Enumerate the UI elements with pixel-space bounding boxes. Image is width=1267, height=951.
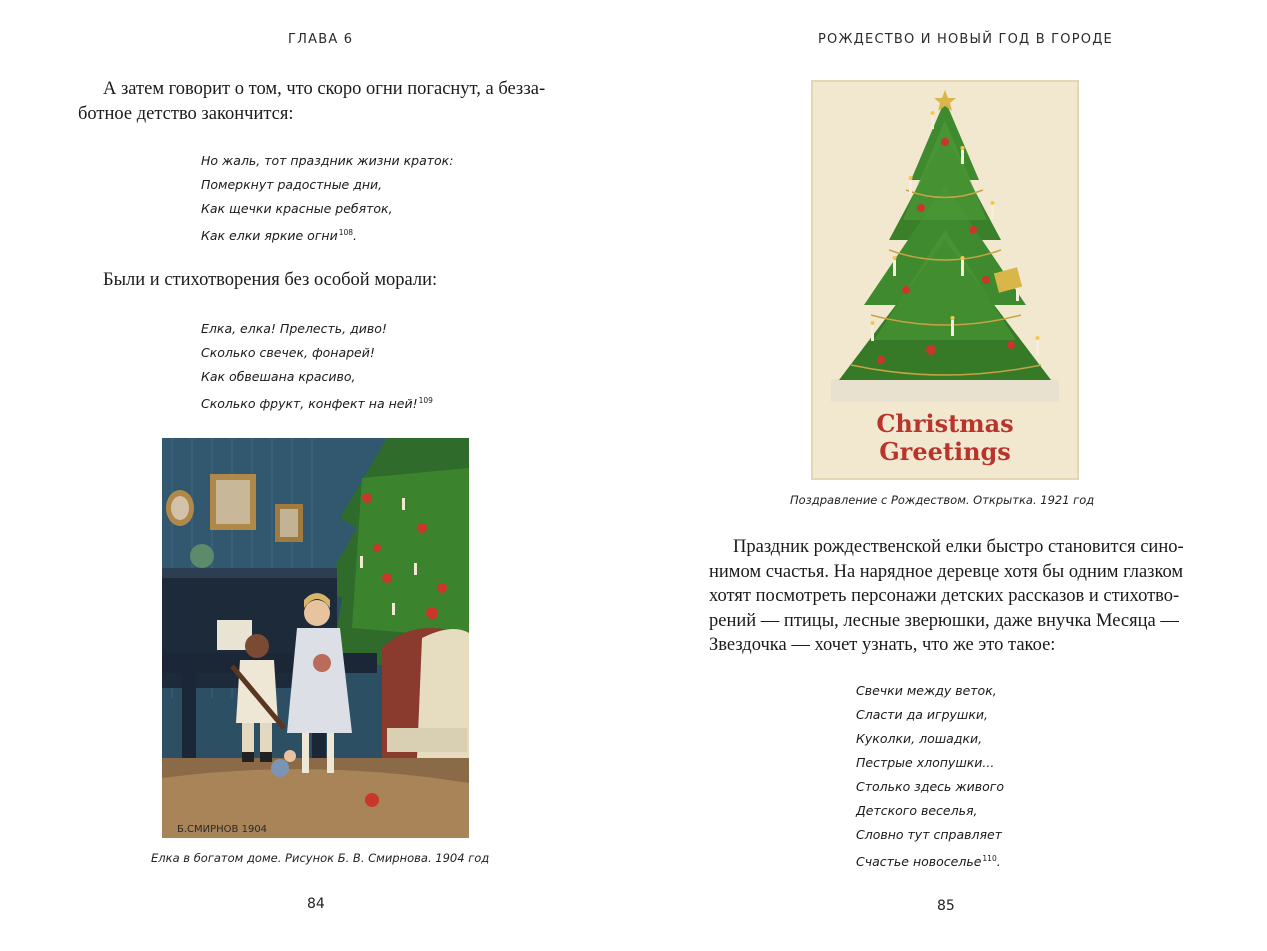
paragraph-line: рений — птицы, лесные зверюшки, даже внучка Месяца — [709, 610, 1179, 631]
paragraph-line: Звездочка — хочет узнать, что же это такое: [709, 635, 1056, 655]
paragraph-line: Были и стихотворения без особой морали: [103, 270, 438, 290]
running-head-right: РОЖДЕСТВО И НОВЫЙ ГОД В ГОРОДЕ [818, 32, 1113, 47]
verse-line: Но жаль, тот праздник жизни краток: [201, 153, 454, 168]
verse-line: Куколки, лошадки, [856, 731, 983, 746]
illustration-drawing [162, 438, 469, 838]
verse-line: Елка, елка! Прелесть, диво! [201, 321, 387, 336]
verse-line: Померкнут радостные дни, [201, 177, 383, 192]
verse-line-last [201, 221, 453, 245]
paragraph-line: А затем говорит о том, что скоро огни погаснут, а безза- [103, 79, 546, 99]
illustration-tree-in-rich-house [162, 438, 469, 838]
page-number-left: 84 [307, 896, 325, 912]
paragraph-line: Праздник рождественской елки быстро становится сино- [733, 537, 1184, 557]
verse-line-last [856, 847, 1004, 871]
caption-illustration: Елка в богатом доме. Рисунок Б. В. Смирнова. 1904 год [151, 851, 490, 865]
verse-text: Сколько фрукт, конфект на ней! [201, 396, 418, 411]
illustration-signature: Б.СМИРНОВ 1904 [177, 824, 268, 835]
verse-line-last [201, 389, 433, 413]
postcard-drawing [811, 80, 1079, 480]
postcard-christmas-greetings [811, 80, 1079, 480]
verse-line: Свечки между веток, [856, 683, 997, 698]
verse-line: Словно тут справляет [856, 827, 1002, 842]
footnote-ref-109[interactable]: 109 [418, 396, 433, 405]
paragraph-morals [103, 268, 437, 293]
postcard-greeting-line-1: Christmas [876, 409, 1014, 438]
verse-end: . [353, 228, 358, 243]
verse-line: Столько здесь живого [856, 779, 1004, 794]
verse-line: Детского веселья, [856, 803, 978, 818]
paragraph-line: ботное детство закончится: [78, 103, 294, 124]
verse-line: Как обвешана красиво, [201, 369, 356, 384]
footnote-ref-108[interactable]: 108 [338, 228, 354, 237]
verse-line: Пестрые хлопушки... [856, 755, 995, 770]
caption-postcard: Поздравление с Рождеством. Открытка. 1921 год [790, 493, 1095, 507]
paragraph-happiness [709, 535, 1184, 658]
verse-line: Как щечки красные ребяток, [201, 201, 393, 216]
verse-block-2 [201, 317, 433, 413]
verse-text: Счастье новоселье [856, 854, 982, 869]
postcard-greeting-line-2: Greetings [879, 437, 1011, 466]
page-number-right: 85 [937, 898, 955, 914]
verse-line: Сколько свечек, фонарей! [201, 345, 375, 360]
verse-block-1 [201, 149, 453, 245]
paragraph-line: хотят посмотреть персонажи детских рассказов и стихотво- [709, 586, 1180, 606]
verse-line: Сласти да игрушки, [856, 707, 989, 722]
paragraph-intro [78, 77, 545, 126]
running-head-left: ГЛАВА 6 [288, 32, 354, 47]
verse-end: . [996, 854, 1001, 869]
verse-block-3 [856, 679, 1004, 871]
right-page [634, 0, 1267, 951]
verse-text: Как елки яркие огни [201, 228, 338, 243]
paragraph-line: нимом счастья. На нарядное деревце хотя бы одним глазком [709, 561, 1184, 582]
footnote-ref-110[interactable]: 110 [982, 854, 997, 863]
